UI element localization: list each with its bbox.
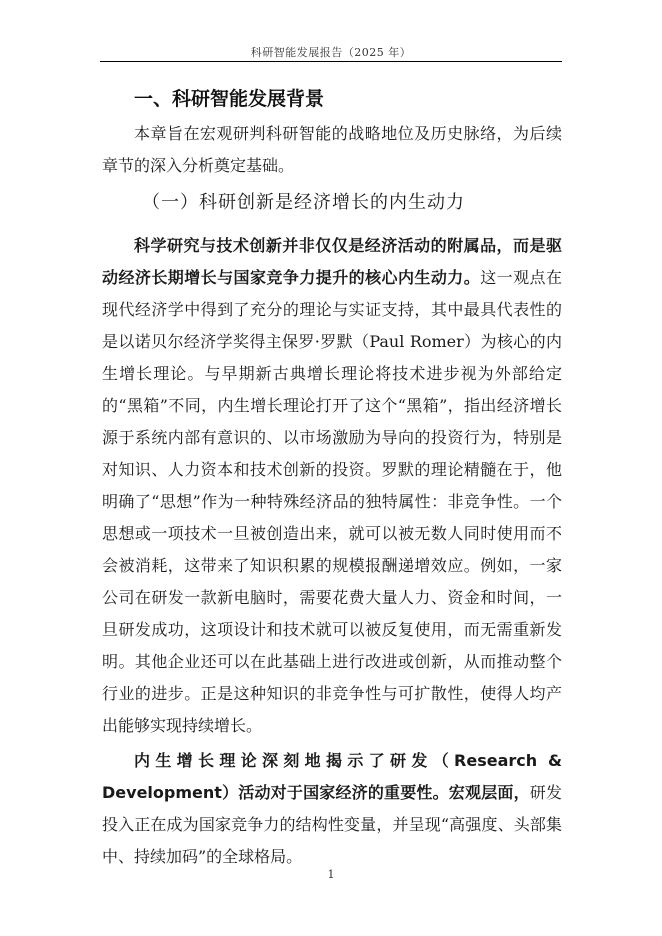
- paragraph-body: 这一观点在现代经济学中得到了充分的理论与实证支持，其中最具代表性的是以诺贝尔经济学奖得主保罗·罗默（Paul Romer）为核心的内生增长理论。与早期新古典增长理论将技术进步视为外部给定的“黑箱”不同，内生增长理论打开了这个“黑箱”，指出经济增长源于系统内部有意识的、以市场激励为导向的投资行为，特别是对知识、人力资本和技术创新的投资。罗默的理论精髓在于，他明确了“思想”作为一种特殊经济品的独特属性：非竞争性。一个思想或一项技术一旦被创造出来，就可以被无数人同时使用而不会被消耗，这带来了知识积累的规模报酬递增效应。例如，一家公司在研发一款新电脑时，需要花费大量人力、资金和时间，一旦研发成功，这项设计和技术就可以被反复使用，而无需重新发明。其他企业还可以在此基础上进行改进或创新，从而推动整个行业的进步。正是这种知识的非竞争性与可扩散性，使得人均产出能够实现持续增长。: [102, 268, 562, 735]
- chapter-title: 一、科研智能发展背景: [134, 88, 325, 110]
- paragraph-body: 研发投入正在成为国家竞争力的结构性变量，并呈现“高强度、头部集中、持续加码”的全球格局。: [102, 783, 562, 866]
- body-paragraph: [102, 230, 562, 742]
- paragraph-lead: 内生增长理论深刻地揭示了研发（Research & Development）活动对于国家经济的重要性。宏观层面，: [102, 751, 562, 802]
- header-rule: [100, 61, 562, 62]
- running-header: 科研智能发展报告（2025 年）: [250, 46, 412, 59]
- body-paragraph: [102, 745, 562, 873]
- page-number: 1: [327, 868, 335, 881]
- paragraph-lead: 科学研究与技术创新并非仅仅是经济活动的附属品，而是驱动经济长期增长与国家竞争力提升的核心内生动力。: [102, 236, 562, 287]
- section-title: （一）科研创新是经济增长的内生动力: [142, 192, 465, 213]
- chapter-intro: 本章旨在宏观研判科研智能的战略地位及历史脉络，为后续章节的深入分析奠定基础。: [102, 124, 562, 175]
